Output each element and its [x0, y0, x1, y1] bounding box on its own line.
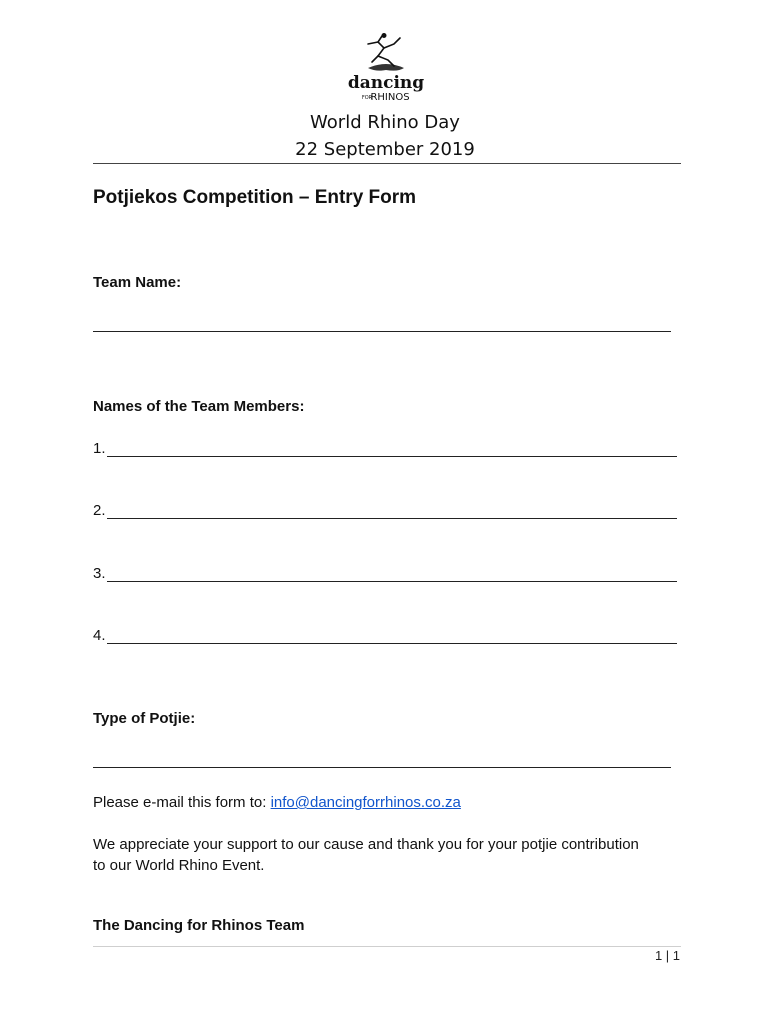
member-field-4[interactable]	[93, 627, 677, 644]
member-number: 2.	[93, 502, 106, 519]
email-instruction	[93, 792, 653, 813]
email-instruction-text: Please e-mail this form to:	[93, 794, 271, 811]
potjie-type-label: Type of Potjie:	[93, 710, 196, 727]
form-title: Potjiekos Competition – Entry Form	[93, 187, 417, 208]
member-input-line[interactable]	[107, 629, 677, 644]
member-input-line[interactable]	[107, 567, 677, 582]
team-name-label: Team Name:	[93, 274, 182, 291]
potjie-type-field[interactable]	[93, 767, 671, 768]
page-number: 1 | 1	[654, 948, 680, 963]
header-divider	[93, 163, 681, 164]
thanks-paragraph: We appreciate your support to our cause and thank you for your potjie contribution to our World Rhino Event.	[93, 836, 639, 874]
event-date: 22 September 2019	[295, 139, 475, 160]
team-members-label: Names of the Team Members:	[93, 398, 305, 415]
member-input-line[interactable]	[107, 504, 677, 519]
member-number: 3.	[93, 565, 106, 582]
member-field-2[interactable]	[93, 502, 677, 519]
logo-text-rhinos: RHINOS	[370, 92, 410, 103]
email-link[interactable]: info@dancingforrhinos.co.za	[270, 794, 461, 811]
logo-text-for: FOR	[361, 95, 373, 101]
member-number: 4.	[93, 627, 106, 644]
team-name-field[interactable]	[93, 331, 671, 332]
dancing-for-rhinos-logo	[338, 32, 434, 104]
member-field-1[interactable]	[93, 440, 677, 457]
member-field-3[interactable]	[93, 565, 677, 582]
signoff: The Dancing for Rhinos Team	[93, 917, 305, 934]
member-input-line[interactable]	[107, 442, 677, 457]
event-title: World Rhino Day	[310, 112, 460, 133]
logo-text-dancing: dancing	[347, 73, 425, 93]
footer-divider	[93, 946, 681, 947]
member-number: 1.	[93, 440, 106, 457]
